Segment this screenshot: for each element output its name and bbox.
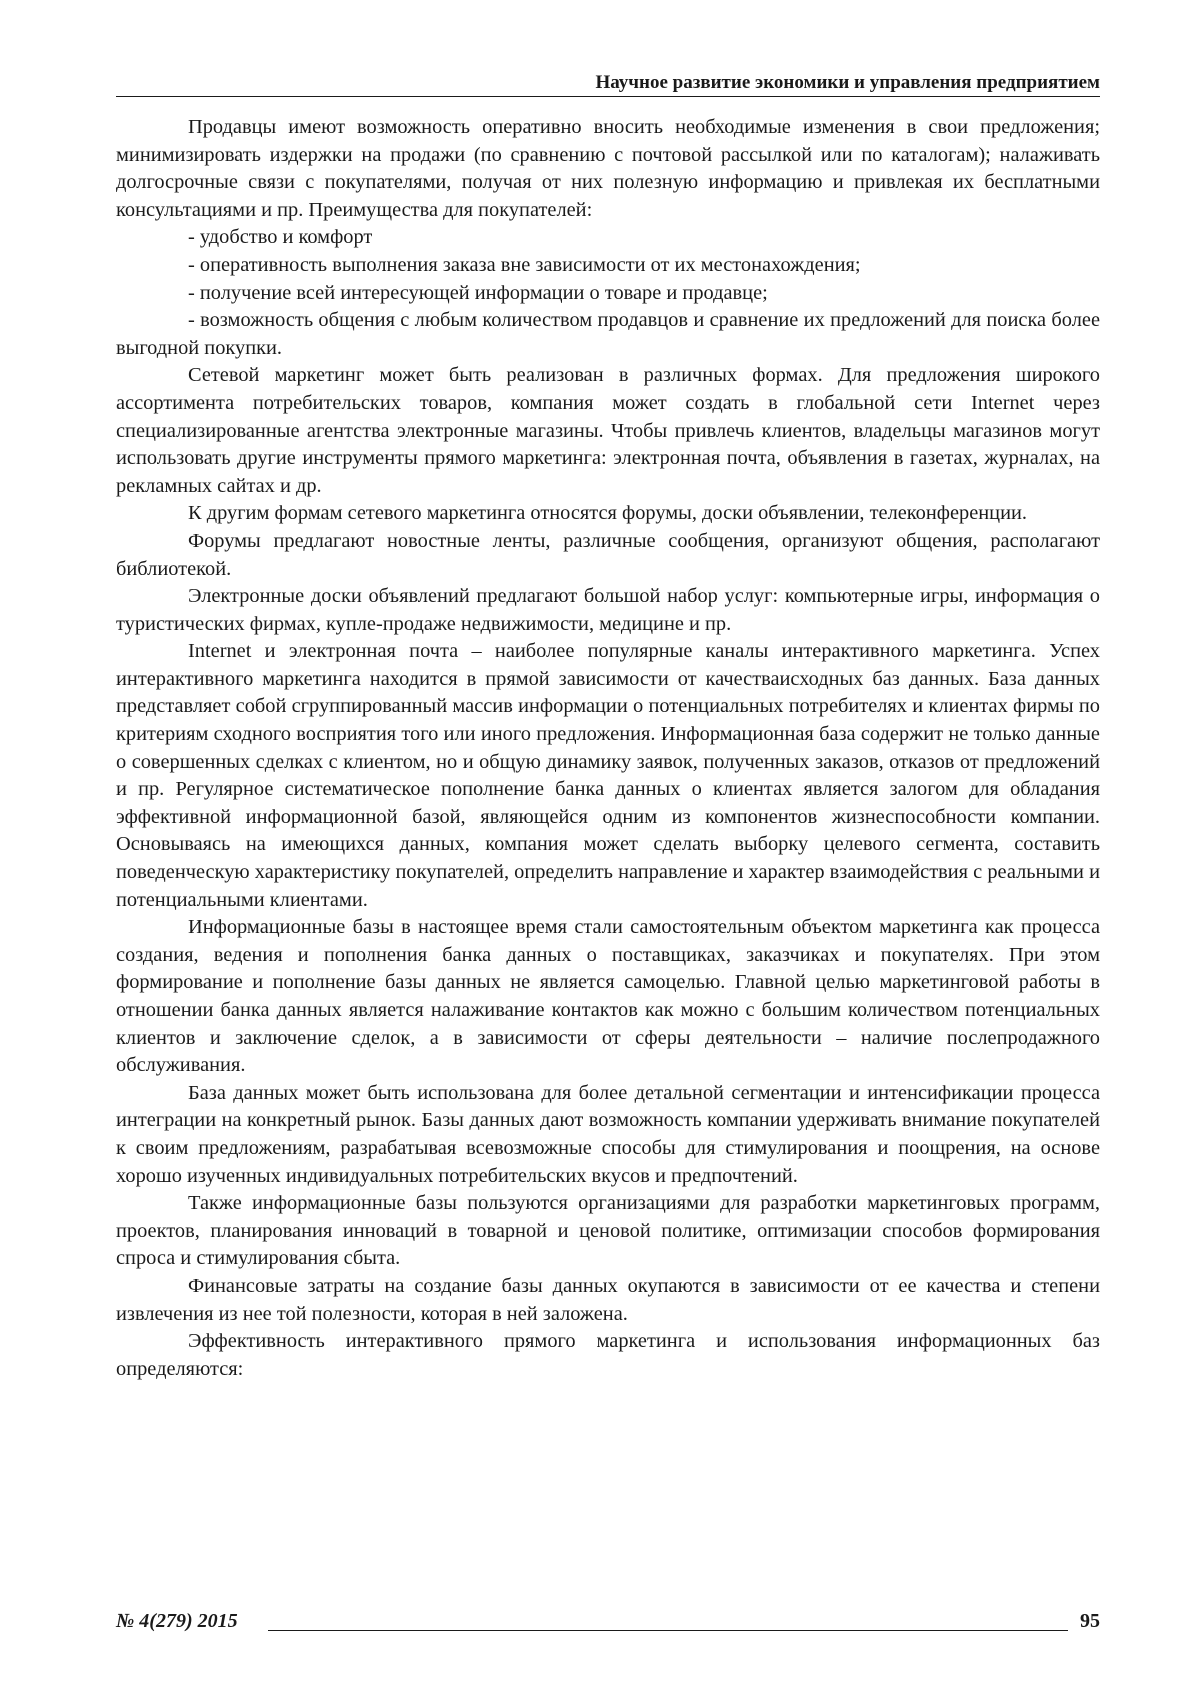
- paragraph: Internet и электронная почта – наиболее популярные каналы интерактивного маркетинга. Успех интерактивного маркетинга находится в прямой зависимости от качестваисходных баз данных. База данных представляет собой сгруппированный массив информации о потенциальных потребителях и клиентах фирмы по критериям сходного восприятия того или иного предложения. Информационная база содержит не только данные о совершенных сделках с клиентом, но и общую динамику заявок, полученных заказов, отказов от предложений и пр. Регулярное систематическое пополнение банка данных о клиентах является залогом для обладания эффективной информационной базой, являющейся одним из компонентов жизнеспособности компании. Основываясь на имеющихся данных, компания может сделать выборку целевого сегмента, составить поведенческую характеристику покупателей, определить направление и характер взаимодействия с реальными и потенциальными клиентами.: [116, 638, 1100, 914]
- paragraph: Электронные доски объявлений предлагают большой набор услуг: компьютерные игры, информация о туристических фирмах, купле-продаже недвижимости, медицине и пр.: [116, 583, 1100, 638]
- list-item: - оперативность выполнения заказа вне зависимости от их местонахождения;: [116, 252, 1100, 280]
- paragraph: Информационные базы в настоящее время стали самостоятельным объектом маркетинга как процесса создания, ведения и пополнения банка данных о поставщиках, заказчиках и покупателях. При этом формирование и пополнение базы данных не является самоцелью. Главной целью маркетинговой работы в отношении банка данных является налаживание контактов как можно с большим количеством потенциальных клиентов и заключение сделок, а в зависимости от сферы деятельности – наличие послепродажного обслуживания.: [116, 914, 1100, 1080]
- page-number: 95: [1080, 1609, 1100, 1633]
- list-item: - возможность общения с любым количеством продавцов и сравнение их предложений для поиска более выгодной покупки.: [116, 307, 1100, 362]
- paragraph: Продавцы имеют возможность оперативно вносить необходимые изменения в свои предложения; минимизировать издержки на продажи (по сравнению с почтовой рассылкой или по каталогам); налаживать долгосрочные связи с покупателями, получая от них полезную информацию и привлекая их бесплатными консультациями и пр. Преимущества для покупателей:: [116, 114, 1100, 224]
- paragraph: Также информационные базы пользуются организациями для разработки маркетинговых программ, проектов, планирования инноваций в товарной и ценовой политике, оптимизации способов формирования спроса и стимулирования сбыта.: [116, 1190, 1100, 1273]
- list-item: - удобство и комфорт: [116, 224, 1100, 252]
- paragraph: Сетевой маркетинг может быть реализован в различных формах. Для предложения широкого ассортимента потребительских товаров, компания может создать в глобальной сети Internet через специализированные агентства электронные магазины. Чтобы привлечь клиентов, владельцы магазинов могут использовать другие инструменты прямого маркетинга: электронная почта, объявления в газетах, журналах, на рекламных сайтах и др.: [116, 362, 1100, 500]
- journal-title: Научное развитие экономики и управления предприятием: [116, 72, 1100, 94]
- page-footer: [116, 1609, 1100, 1635]
- list-item: - получение всей интересующей информации о товаре и продавце;: [116, 280, 1100, 308]
- paragraph: Эффективность интерактивного прямого маркетинга и использования информационных баз определяются:: [116, 1328, 1100, 1383]
- issue-number: № 4(279) 2015: [116, 1609, 238, 1633]
- paragraph: Финансовые затраты на создание базы данных окупаются в зависимости от ее качества и степени извлечения из нее той полезности, которая в ней заложена.: [116, 1273, 1100, 1328]
- paragraph: Форумы предлагают новостные ленты, различные сообщения, организуют общения, располагают библиотекой.: [116, 528, 1100, 583]
- paragraph: К другим формам сетевого маркетинга относятся форумы, доски объявлении, телеконференции.: [116, 500, 1100, 528]
- footer-rule: [268, 1630, 1068, 1631]
- paragraph: База данных может быть использована для более детальной сегментации и интенсификации процесса интеграции на конкретный рынок. Базы данных дают возможность компании удерживать внимание покупателей к своим предложениям, разрабатывая всевозможные способы для стимулирования и поощрения, на основе хорошо изученных индивидуальных потребительских вкусов и предпочтений.: [116, 1080, 1100, 1190]
- journal-page: [0, 0, 1200, 1697]
- header-rule: [116, 96, 1100, 97]
- article-body: [116, 114, 1100, 1383]
